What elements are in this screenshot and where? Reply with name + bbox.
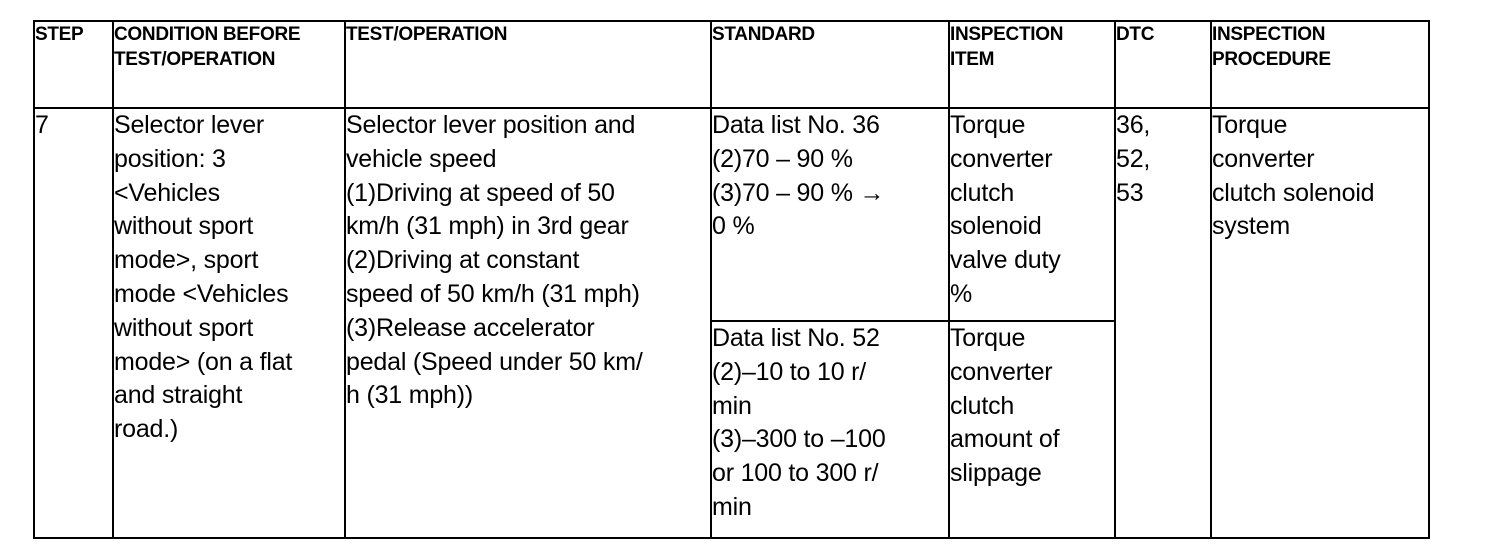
cell-test-operation: Selector lever position and vehicle speed (1)Driving at speed of 50 km/h (31 mph) in 3rd gear (2)Driving at constant speed of 50 km/h (31 mph) (3)Release accelerator pedal (Speed under 50 km/ h (31 mph))	[345, 108, 711, 538]
cell-step: 7	[34, 108, 113, 538]
header-standard: STANDARD	[711, 21, 949, 108]
cell-inspection-procedure: Torque converter clutch solenoid system	[1211, 108, 1429, 538]
cell-standard-data-list-36: Data list No. 36 (2)70 – 90 % (3)70 – 90 % → 0 %	[711, 108, 949, 321]
cell-inspection-item-solenoid-duty: Torque converter clutch solenoid valve duty %	[949, 108, 1115, 321]
cell-inspection-item-slippage: Torque converter clutch amount of slippage	[949, 321, 1115, 538]
table-row	[34, 108, 1429, 321]
header-test-operation: TEST/OPERATION	[345, 21, 711, 108]
cell-standard-data-list-52: Data list No. 52 (2)–10 to 10 r/ min (3)–300 to –100 or 100 to 300 r/ min	[711, 321, 949, 538]
header-row	[34, 21, 1429, 108]
header-step: STEP	[34, 21, 113, 108]
cell-condition: Selector lever position: 3 <Vehicles without sport mode>, sport mode <Vehicles without sport mode> (on a flat and straight road.)	[113, 108, 345, 538]
cell-dtc: 36, 52, 53	[1115, 108, 1211, 538]
inspection-table	[33, 20, 1430, 539]
header-dtc: DTC	[1115, 21, 1211, 108]
header-inspection-procedure: INSPECTION PROCEDURE	[1211, 21, 1429, 108]
header-condition: CONDITION BEFORE TEST/OPERATION	[113, 21, 345, 108]
header-inspection-item: INSPECTION ITEM	[949, 21, 1115, 108]
